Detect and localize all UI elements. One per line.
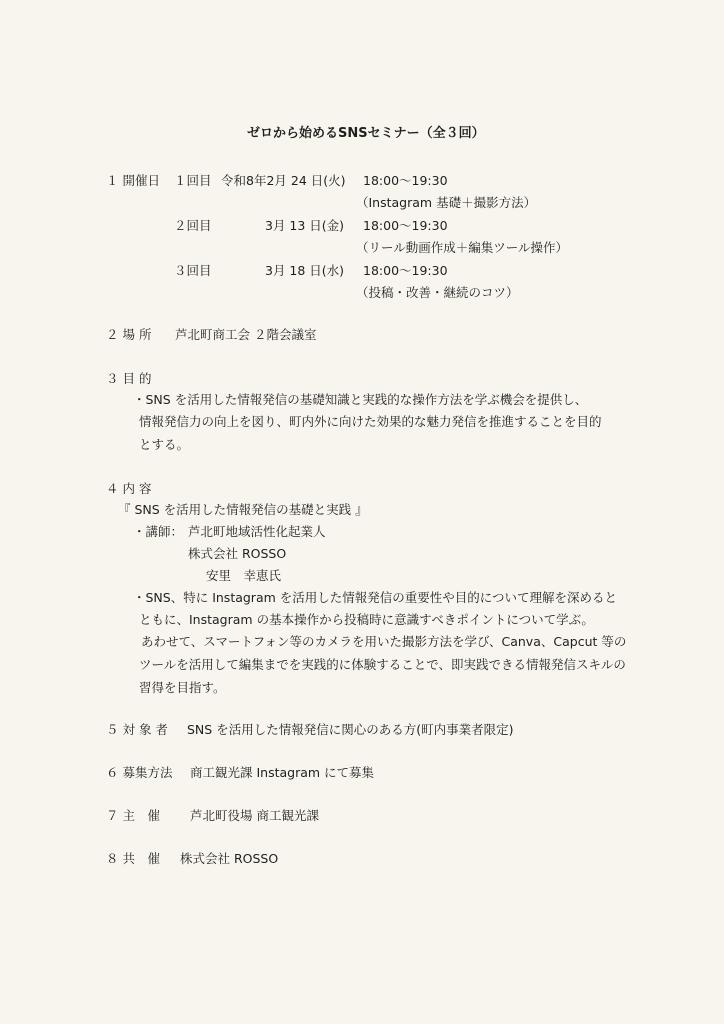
session-1-number: １回目 [174,173,212,188]
target-value: SNS を活用した情報発信に関心のある方(町内事業者限定) [187,722,514,737]
place-value: 芦北町商工会 ２階会議室 [175,327,317,342]
session-2-number: ２回目 [174,218,212,233]
schedule-heading: １ 開催日 [106,173,160,188]
organizer-heading: ７ 主 催 [106,808,160,823]
recruit-value: 商工観光課 Instagram にて募集 [190,765,375,780]
session-2-topic: （リール動画作成＋編集ツール操作） [356,240,569,255]
purpose-line-3: とする。 [139,437,190,452]
content-desc-line-3: あわせて、スマートフォン等のカメラを用いた撮影方法を学び、Canva、Capcut 等の [141,634,627,649]
content-desc-line-5: 習得を目指す。 [139,680,226,695]
cosponsor-value: 株式会社 ROSSO [180,851,279,866]
content-subtitle: 『 SNS を活用した情報発信の基礎と実践 』 [118,502,368,517]
purpose-line-2: 情報発信力の向上を図り、町内外に向けた効果的な魅力発信を推進することを目的 [139,414,602,429]
content-desc-line-4: ツールを活用して編集までを実践的に体験することで、即実践できる情報発信スキルの [139,657,626,672]
session-2-date: 3月 13 日(金) [265,218,345,233]
recruit-heading: ６ 募集方法 [106,765,173,780]
content-desc-line-1: ・SNS、特に Instagram を活用した情報発信の重要性や目的について理解を深めると [133,590,618,605]
purpose-line-1: ・SNS を活用した情報発信の基礎知識と実践的な操作方法を学ぶ機会を提供し、 [133,392,588,407]
session-3-topic: （投稿・改善・継続のコツ） [356,285,519,300]
session-1-topic: （Instagram 基礎＋撮影方法） [356,195,537,210]
place-heading: ２ 場 所 [106,327,152,342]
target-heading: ５ 対 象 者 [106,722,168,737]
organizer-value: 芦北町役場 商工観光課 [190,808,319,823]
session-1-time: 18:00～19:30 [363,173,448,188]
lecturer-line-2: 株式会社 ROSSO [188,546,287,561]
session-2-time: 18:00～19:30 [363,218,448,233]
content-desc-line-2: ともに、Instagram の基本操作から投稿時に意識すべきポイントについて学ぶ。 [139,612,594,627]
session-3-date: 3月 18 日(水) [265,263,345,278]
content-heading: ４ 内 容 [106,481,152,496]
cosponsor-heading: ８ 共 催 [106,851,160,866]
lecturer-label: ・講師： [133,524,184,539]
session-3-number: ３回目 [174,263,212,278]
session-3-time: 18:00～19:30 [363,263,448,278]
lecturer-line-3: 安里 幸恵氏 [206,568,282,583]
page-title: ゼロから始めるSNSセミナー（全３回） [247,126,485,141]
session-1-date: 令和8年2月 24 日(火) [221,173,346,188]
lecturer-line-1: 芦北町地域活性化起業人 [188,524,326,539]
purpose-heading: ３ 目 的 [106,371,152,386]
